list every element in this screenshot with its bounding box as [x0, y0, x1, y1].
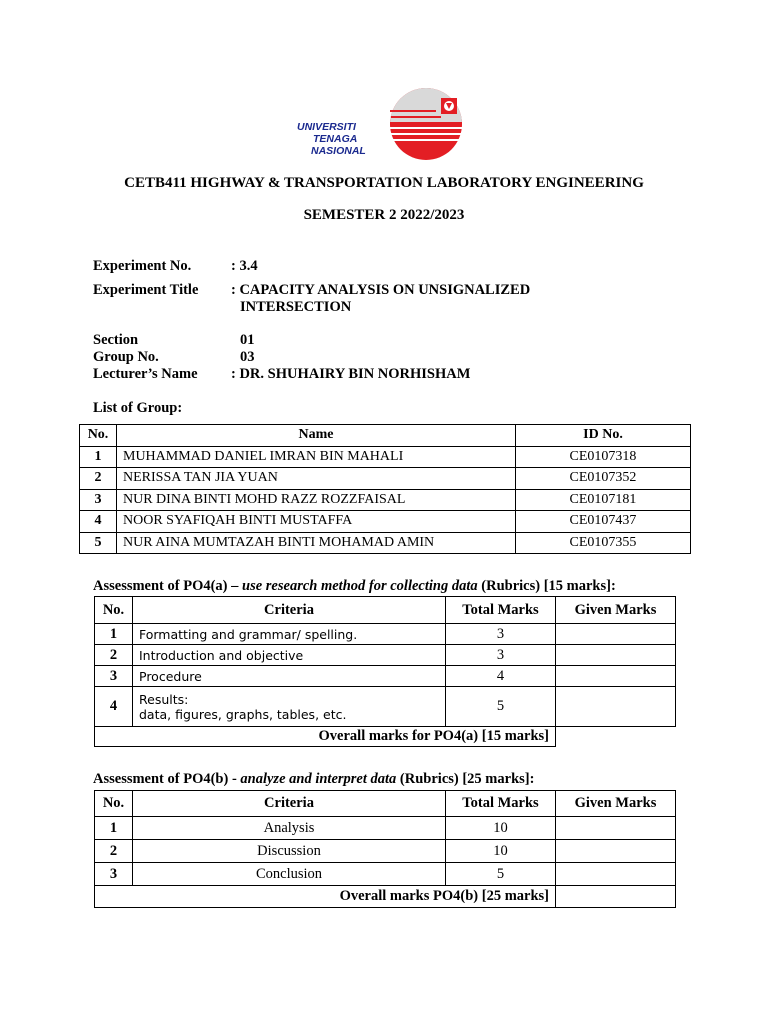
- header-given: Given Marks: [556, 597, 676, 624]
- table-header-row: [80, 425, 691, 447]
- row-id: CE0107318: [516, 446, 691, 468]
- lecturer-label: Lecturer’s Name: [93, 366, 198, 382]
- row-criteria-line-2: data, figures, graphs, tables, etc.: [139, 706, 347, 722]
- section-label: Section: [93, 332, 139, 348]
- table-row: [80, 468, 691, 490]
- course-title: CETB411 HIGHWAY & TRANSPORTATION LABORATORY ENGINEERING: [124, 175, 644, 191]
- overall-given-cell[interactable]: [556, 886, 676, 908]
- table-row: [95, 666, 676, 687]
- university-logo: [295, 86, 475, 166]
- table-row: [80, 446, 691, 468]
- row-no: 5: [80, 532, 117, 554]
- table-row: [95, 624, 676, 645]
- row-total: 4: [446, 666, 556, 687]
- po4a-heading-italic: use research method for collecting data: [242, 578, 478, 594]
- table-header-row: [95, 597, 676, 624]
- po4a-table: [94, 596, 676, 747]
- row-criteria: [133, 687, 446, 727]
- section-value: 01: [240, 332, 255, 348]
- semester: SEMESTER 2 2022/2023: [303, 207, 465, 223]
- po4b-heading: [93, 771, 534, 788]
- header-no: No.: [80, 425, 117, 447]
- row-no: 1: [95, 817, 133, 840]
- row-no: 1: [95, 624, 133, 645]
- logo-text-2: TENAGA: [313, 133, 358, 145]
- header-given: Given Marks: [556, 791, 676, 817]
- row-total: 5: [446, 687, 556, 727]
- table-row: [95, 840, 676, 863]
- group-label: Group No.: [93, 349, 159, 365]
- given-marks-cell[interactable]: [556, 817, 676, 840]
- header-criteria: Criteria: [133, 597, 446, 624]
- overall-blank: [556, 727, 676, 747]
- row-no: 3: [95, 666, 133, 687]
- table-row: [95, 863, 676, 886]
- exp-title-value-1: : CAPACITY ANALYSIS ON UNSIGNALIZED: [231, 282, 531, 298]
- po4a-heading-pre: Assessment of PO4(a) –: [93, 578, 243, 594]
- table-row: [80, 532, 691, 554]
- row-total: 10: [446, 840, 556, 863]
- group-list-heading: List of Group:: [93, 400, 183, 416]
- row-no: 4: [80, 511, 117, 533]
- overall-label: Overall marks PO4(b) [25 marks]: [95, 886, 556, 908]
- given-marks-cell[interactable]: [556, 624, 676, 645]
- table-row: [80, 511, 691, 533]
- row-total: 10: [446, 817, 556, 840]
- row-criteria: Formatting and grammar/ spelling.: [133, 624, 446, 645]
- overall-row: [95, 886, 676, 908]
- row-name: NUR AINA MUMTAZAH BINTI MOHAMAD AMIN: [117, 532, 516, 554]
- given-marks-cell[interactable]: [556, 687, 676, 727]
- logo-text-3: NASIONAL: [311, 145, 366, 157]
- exp-title-value-2: INTERSECTION: [240, 299, 352, 315]
- row-criteria: Procedure: [133, 666, 446, 687]
- po4b-table: [94, 790, 676, 908]
- table-row: [95, 817, 676, 840]
- table-row: [95, 645, 676, 666]
- given-marks-cell[interactable]: [556, 666, 676, 687]
- header-criteria: Criteria: [133, 791, 446, 817]
- group-table: [79, 424, 691, 554]
- row-no: 3: [80, 489, 117, 511]
- row-criteria-line-1: Results:: [139, 691, 189, 707]
- header-name: Name: [117, 425, 516, 447]
- row-criteria: Conclusion: [133, 863, 446, 886]
- row-total: 5: [446, 863, 556, 886]
- row-no: 1: [80, 446, 117, 468]
- row-no: 4: [95, 687, 133, 727]
- overall-row: [95, 727, 676, 747]
- header-total: Total Marks: [446, 791, 556, 817]
- row-id: CE0107181: [516, 489, 691, 511]
- row-id: CE0107437: [516, 511, 691, 533]
- group-value: 03: [240, 349, 255, 365]
- row-total: 3: [446, 624, 556, 645]
- row-id: CE0107352: [516, 468, 691, 490]
- header-no: No.: [95, 791, 133, 817]
- po4b-heading-italic: analyze and interpret data: [240, 771, 397, 787]
- row-id: CE0107355: [516, 532, 691, 554]
- row-no: 2: [95, 840, 133, 863]
- table-row: [80, 489, 691, 511]
- exp-no-label: Experiment No.: [93, 258, 192, 274]
- lecturer-value: : DR. SHUHAIRY BIN NORHISHAM: [231, 366, 471, 382]
- header-id: ID No.: [516, 425, 691, 447]
- exp-no-value: : 3.4: [231, 258, 258, 274]
- table-row: [95, 687, 676, 727]
- given-marks-cell[interactable]: [556, 645, 676, 666]
- row-name: MUHAMMAD DANIEL IMRAN BIN MAHALI: [117, 446, 516, 468]
- row-name: NOOR SYAFIQAH BINTI MUSTAFFA: [117, 511, 516, 533]
- row-total: 3: [446, 645, 556, 666]
- row-no: 2: [80, 468, 117, 490]
- header-no: No.: [95, 597, 133, 624]
- given-marks-cell[interactable]: [556, 840, 676, 863]
- row-name: NUR DINA BINTI MOHD RAZZ ROZZFAISAL: [117, 489, 516, 511]
- po4b-heading-post: (Rubrics) [25 marks]:: [396, 771, 535, 787]
- row-criteria: Introduction and objective: [133, 645, 446, 666]
- header-total: Total Marks: [446, 597, 556, 624]
- po4a-heading: [93, 578, 616, 595]
- row-no: 3: [95, 863, 133, 886]
- po4b-heading-pre: Assessment of PO4(b) -: [93, 771, 241, 787]
- table-header-row: [95, 791, 676, 817]
- overall-label: Overall marks for PO4(a) [15 marks]: [95, 727, 556, 747]
- row-name: NERISSA TAN JIA YUAN: [117, 468, 516, 490]
- po4a-heading-post: (Rubrics) [15 marks]:: [477, 578, 616, 594]
- given-marks-cell[interactable]: [556, 863, 676, 886]
- logo-text-1: UNIVERSITI: [297, 121, 356, 133]
- row-criteria: Analysis: [133, 817, 446, 840]
- row-no: 2: [95, 645, 133, 666]
- exp-title-label: Experiment Title: [93, 282, 199, 298]
- row-criteria: Discussion: [133, 840, 446, 863]
